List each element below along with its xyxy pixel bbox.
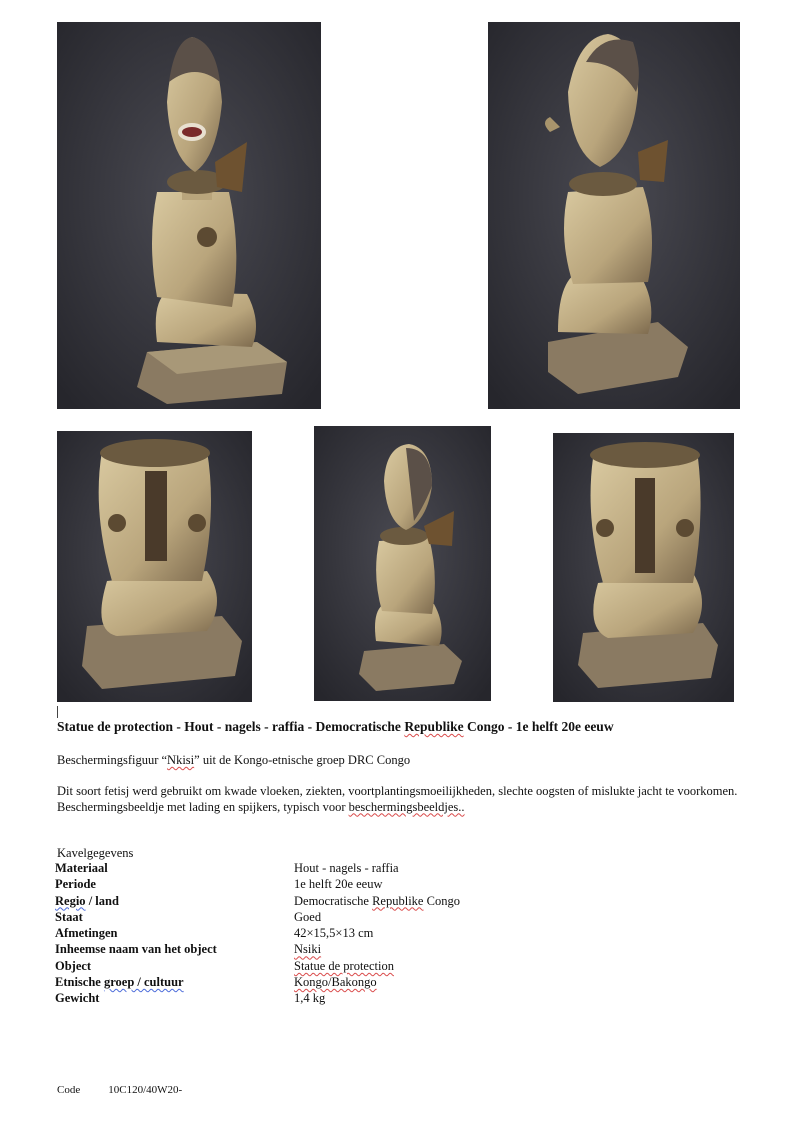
spec-key [55, 975, 294, 991]
spec-row [55, 877, 460, 893]
spec-value [294, 959, 460, 975]
spec-row [55, 991, 460, 1007]
spec-row [55, 894, 460, 910]
statue-torso-right-photo [553, 433, 734, 702]
title-part-2: Republike [404, 719, 464, 734]
spec-key-part: Etnische [55, 975, 104, 990]
spec-key: Object [55, 958, 92, 973]
spec-row [55, 926, 460, 942]
specs-header: Kavelgegevens [57, 846, 134, 860]
spec-value [294, 975, 460, 991]
spec-value-part: Nsiki [294, 942, 322, 957]
spec-value [294, 942, 460, 958]
description-paragraph [57, 784, 747, 815]
spec-value-part: Republike [372, 893, 424, 908]
title-part-1: Statue de protection - Hout - nagels - raffia - Democratische [57, 719, 405, 734]
description-line-1: Dit soort fetisj werd gebruikt om kwade vloeken, ziekten, voortplantingsmoeilijkheden, slechte oogsten of mislukte jacht te voorkomen. [57, 784, 738, 798]
intro-part-3: ” uit de Kongo-etnische groep DRC Congo [194, 753, 411, 767]
spec-key [55, 894, 294, 910]
page-title [57, 719, 614, 735]
statue-front-photo [57, 22, 321, 409]
code-label: Code [57, 1084, 81, 1096]
spec-value [294, 894, 460, 910]
spec-value: Hout - nagels - raffia [294, 861, 399, 875]
text-cursor [57, 706, 58, 718]
spec-row [55, 942, 460, 958]
description-line-2 [57, 800, 747, 816]
spec-value: 42×15,5×13 cm [294, 926, 374, 941]
spec-key-part: / land [85, 893, 119, 908]
statue-torso-closeup-photo [57, 431, 252, 702]
specs-table [55, 861, 460, 1008]
title-part-3: Congo - 1e helft 20e eeuw [463, 719, 614, 734]
spec-key: Materiaal [55, 861, 108, 875]
spec-value: 1e helft 20e eeuw [294, 877, 383, 892]
spec-value-part: Statue de protection [294, 958, 394, 973]
spec-value-part: Democratische [294, 893, 373, 908]
spec-value-part: Congo [423, 893, 460, 908]
intro-part-1: Beschermingsfiguur “ [57, 753, 168, 767]
spec-row [55, 959, 460, 975]
code-value: 10C120/40W20- [108, 1084, 183, 1096]
description-line-2b: beschermingsbeeldjes.. [348, 799, 465, 814]
spec-row [55, 975, 460, 991]
spec-key: Inheemse naam van het object [55, 942, 217, 957]
spec-row [55, 910, 460, 926]
spec-key-part: groep / cultuur [103, 975, 184, 990]
spec-row [55, 861, 460, 877]
statue-side-photo [314, 426, 491, 701]
spec-value: 1,4 kg [294, 991, 326, 1006]
statue-back-photo [488, 22, 740, 409]
spec-key: Afmetingen [55, 926, 118, 941]
spec-value-part: Kongo/Bakongo [294, 975, 377, 990]
spec-value: Goed [294, 909, 322, 924]
spec-key: Periode [55, 877, 96, 892]
spec-key-part: Regio [55, 893, 86, 908]
intro-part-2: Nkisi [167, 753, 195, 767]
spec-key: Gewicht [55, 991, 100, 1006]
spec-key: Staat [55, 909, 83, 924]
code-line [57, 1084, 182, 1096]
intro-paragraph [57, 753, 410, 769]
description-line-2a: Beschermingsbeeldje met lading en spijkers, typisch voor [57, 799, 349, 814]
